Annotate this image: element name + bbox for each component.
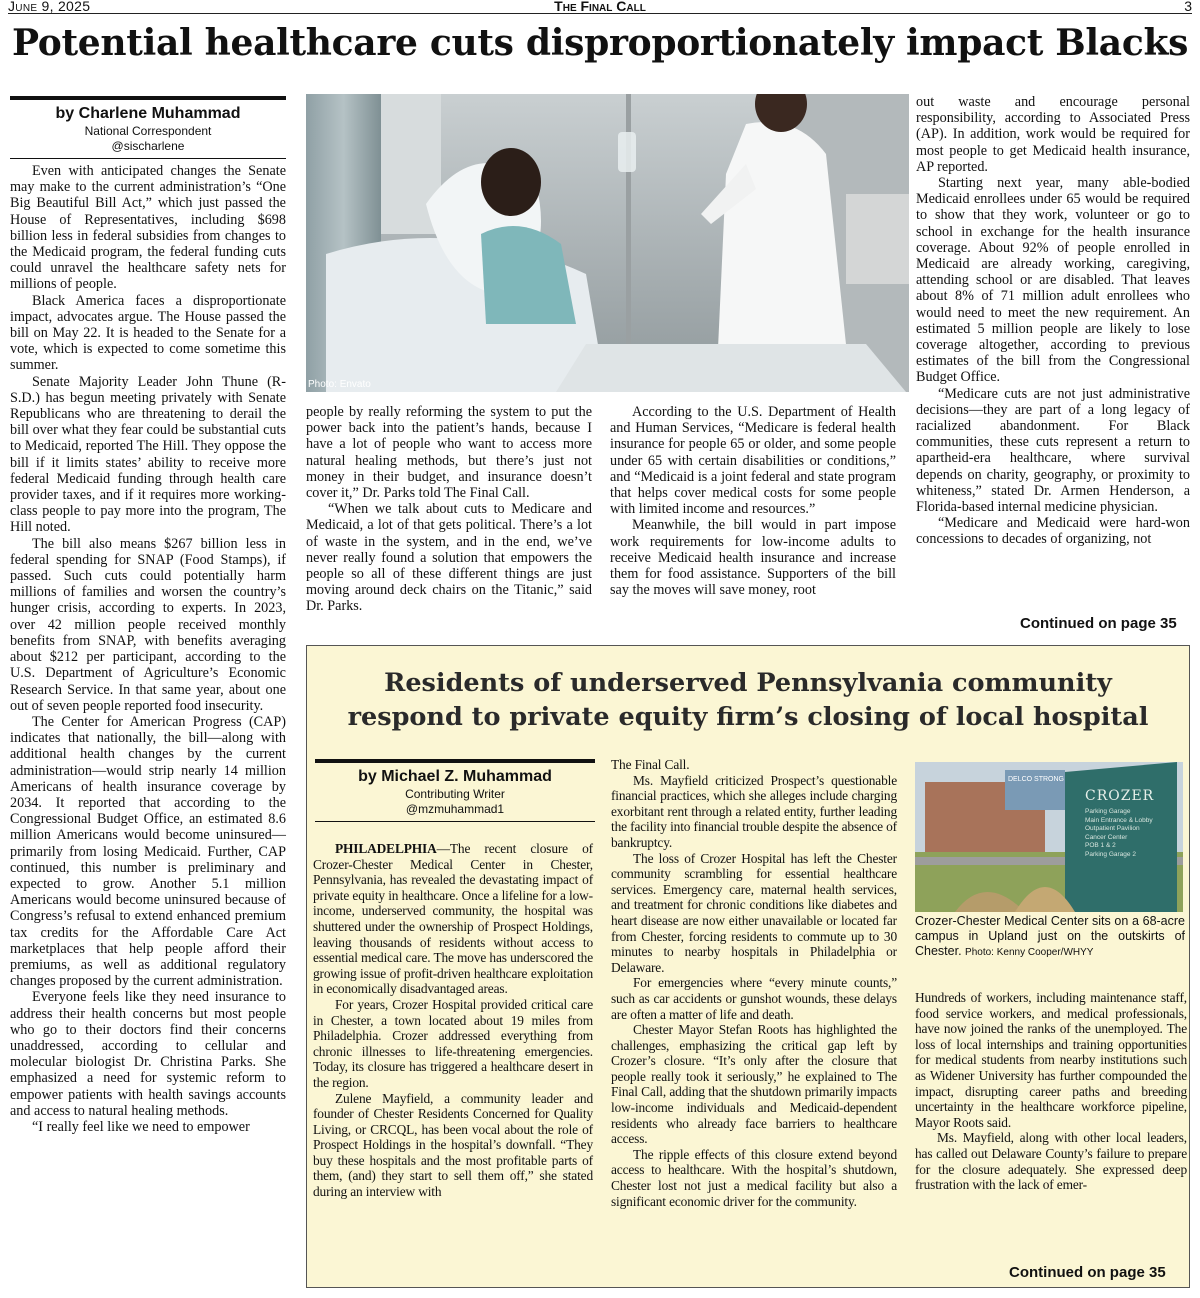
story2-column-2 [611, 757, 897, 1285]
caption-text: Crozer-Chester Medical Center sits on a 68-acre campus in Upland just on the outskirts of Chester. [915, 914, 1185, 958]
paragraph: Meanwhile, the bill would in part impose work requirements for low-income adults to receive Medicaid health insurance and increase them for food assistance. Supporters of the bill say the moves will save money, root [610, 517, 896, 599]
paragraph: Everyone feels like they need insurance to address their health concerns but most people who go to their doctors find their concerns unaddressed, according to cellular and molecular biologist Dr. Christina Parks. She emphasized a need for systemic reform to empower patients with health savings accounts and access to natural healing methods. [10, 989, 286, 1119]
story2-byline [315, 759, 595, 822]
story2-column-3 [915, 990, 1187, 1260]
hospital-photo-illustration [306, 94, 909, 392]
sign-item: Cancer Center [1085, 833, 1128, 841]
paragraph: According to the U.S. Department of Health and Human Services, “Medicare is federal health insurance for people 65 or older, and some people under 65 with certain disabilities or conditions,” and “Medicaid is a joint federal and state program that helps cover medical costs for some people with limited income and resources.” [610, 404, 896, 518]
story2-headline-line2: respond to private equity firm’s closing of local hospital [347, 702, 1149, 732]
story1-headline: Potential healthcare cuts disproportionately impact Blacks [11, 22, 1189, 64]
story1-byline [10, 96, 286, 159]
building-sign: DELCO STRONG [1007, 776, 1064, 783]
paragraph: The ripple effects of this closure extend beyond access to healthcare. With the hospital’s shutdown, Chester lost not just a medical facility but also a significant economic driver for the community. [611, 1146, 897, 1209]
hospital-photo [306, 94, 909, 392]
paragraph: “I really feel like we need to empower [32, 1118, 250, 1135]
paragraph: “Medicare and Medicaid were hard-won concessions to decades of organizing, not [916, 515, 1190, 548]
paragraph: The bill also means $267 billion less in federal spending for SNAP (Food Stamps), if passed. Such cuts could potentially harm millions of families and worsen the country’s hunger crisis, according to experts. In 2023, over 42 million people received monthly benefits from SNAP, with benefits averaging about $212 per participant, according to the U.S. Department of Agriculture’s Economic Research Service. In that same year, about one out of seven people reported food insecurity. [10, 535, 286, 714]
paragraph: people by really reforming the system to put the power back into the patient’s hands, because I have a lot of people who want to access more natural healing methods, but there’s just not money in their budget, and insurance doesn’t cover it,” Dr. Parks told The Final Call. [306, 404, 592, 502]
story1-column-3 [610, 404, 896, 640]
story2-headline-line1: Residents of underserved Pennsylvania community [384, 668, 1112, 698]
author-title: Contributing Writer [405, 787, 505, 801]
paragraph: Hundreds of workers, including maintenance staff, food service workers, and medical professionals, have now joined the ranks of the unemployed. The loss of local internships and training opportunities for medical students from nearby institutions such as Widener University has further compounded the impact, disrupting career paths and breeding uncertainty in the healthcare workforce pipeline, Mayor Roots said. [915, 990, 1187, 1130]
photo-credit: Photo: Envato [308, 379, 371, 390]
paragraph: Ms. Mayfield criticized Prospect’s questionable financial practices, which she alleges include charging exorbitant rent through a related entity, further leading the facility into financial trouble despite the absence of bankruptcy. [611, 772, 897, 850]
paragraph: Black America faces a disproportionate impact, advocates argue. The House passed the bill on May 22. It is headed to the Senate for a vote, which is expected to come sometime this summer. [10, 292, 286, 374]
paragraph: Chester Mayor Stefan Roots has highlighted the challenges, emphasizing the critical gap left by Crozer’s closure. “It’s only after the closure that people really took it seriously,” he explained to The Final Call, adding that the shutdown primarily impacts low-income individuals and Medicaid-dependent residents who already face barriers to healthcare access. [611, 1022, 897, 1147]
paragraph: Ms. Mayfield, along with other local leaders, has called out Delaware County’s failure to prepare for the closure adequately. She expressed deep frustration with the lack of emer- [915, 1130, 1187, 1193]
sign-item: POB 1 & 2 [1085, 842, 1116, 849]
paragraph: Zulene Mayfield, a community leader and founder of Chester Residents Concerned for Quality Living, or CRCQL, has been vocal about the role of Prospect Holdings in the hospital’s downfall. “They buy these hospitals and the most profitable parts of them, (and) they start to sell them off,” she stated during an interview with [313, 1090, 593, 1200]
author-name: by Michael Z. Muhammad [358, 768, 552, 785]
story1-continued-link[interactable]: Continued on page 35 [1020, 615, 1177, 632]
story2-continued-link[interactable]: Continued on page 35 [1009, 1264, 1166, 1281]
paragraph: out waste and encourage personal responsibility, according to Associated Press (AP). In addition, work would be required for most people to get Medicaid health insurance, AP reported. [916, 94, 1190, 175]
page-header [8, 0, 1192, 14]
story2-column-1 [313, 841, 593, 1281]
photo-credit: Photo: Kenny Cooper/WHYY [965, 947, 1094, 958]
paragraph: The Final Call. [611, 757, 690, 772]
page-number: 3 [1184, 0, 1192, 14]
author-handle: @mzmuhammad1 [405, 802, 505, 816]
paragraph: For emergencies where “every minute counts,” such as car accidents or gunshot wounds, these delays are often a matter of life and death. [611, 975, 897, 1022]
paragraph: —The recent closure of Crozer-Chester Medical Center in Chester, Pennsylvania, has revealed the devastating impact of private equity in healthcare. Once a lifeline for a low-income, underserved community, the hospital was shuttered under the ownership of Prospect Holdings, leaving thousands of residents without access to essential medical care. The move has underscored the growing issue of profit-driven healthcare exploitation in economically disadvantaged areas. [313, 841, 593, 997]
paragraph: For years, Crozer Hospital provided critical care in Chester, a town located about 19 miles from Philadelphia. Crozer addressed everything from chronic illnesses to life-threatening emergencies. Today, its closure has triggered a healthcare desert in the region. [313, 996, 593, 1090]
sign-item: Parking Garage [1085, 808, 1131, 815]
issue-date: June 9, 2025 [8, 0, 91, 14]
story2-headline [307, 666, 1189, 734]
author-name: by Charlene Muhammad [55, 105, 241, 122]
sign-name: CROZER [1085, 788, 1155, 804]
author-title: National Correspondent [84, 124, 212, 138]
paragraph: Senate Majority Leader John Thune (R-S.D.) has begun meeting privately with Senate Republicans who are threatening to derail the bill over what they fear could be substantial cuts to Medicaid, reported The Hill. They oppose the bill if it limits states’ ability to receive more federal Medicaid funding through health care provider taxes, and if it requires more working-class people to pay more into the program, The Hill noted. [10, 373, 286, 536]
sign-directory [1085, 808, 1175, 859]
story1-column-4 [916, 94, 1190, 614]
story1-column-2 [306, 404, 592, 640]
crozer-photo [915, 762, 1183, 912]
story2-box [306, 645, 1190, 1288]
author-handle: @sischarlene [111, 139, 185, 153]
paragraph: The loss of Crozer Hospital has left the Chester community scrambling for essential healthcare services. Emergency care, maternal health services, and treatment for chronic conditions like diabetes and heart disease are now either unavailable or located far from Chester, forcing residents to commute up to 30 minutes to nearby hospitals in Philadelphia or Delaware. [611, 850, 897, 975]
photo-caption [915, 914, 1185, 960]
story1-column-1 [10, 163, 286, 1293]
paragraph: Even with anticipated changes the Senate may make to the current administration’s “One Big Beautiful Bill Act,” which just passed the House of Representatives, including $698 billion less in federal subsidies from changes to the Medicaid program, the federal funding cuts could unravel the healthcare safety nets for millions of people. [10, 163, 286, 293]
sign-item: Outpatient Pavilion [1085, 825, 1140, 832]
paragraph: “Medicare cuts are not just administrative decisions—they are part of a long legacy of racialized abandonment. For Black communities, these cuts represent a return to apartheid-era healthcare, where survival depends on charity, geography, or proximity to whiteness,” stated Dr. Armen Henderson, a Florida-based internal medicine physician. [916, 385, 1190, 516]
sign-item: Main Entrance & Lobby [1085, 816, 1153, 824]
sign-item: Parking Garage 2 [1085, 850, 1136, 858]
paragraph: Starting next year, many able-bodied Medicaid enrollees under 65 would be required to show that they work, volunteer or go to school in exchange for the health insurance coverage. About 92% of people enrolled in Medicaid are already working, caregiving, attending school or are disabled. That leaves about 8% of 71 million adult enrollees who would need to meet the new requirement. An estimated 5 million people are likely to lose coverage altogether, according to previous estimates of the bill from the Congressional Budget Office. [916, 175, 1190, 386]
paragraph: “When we talk about cuts to Medicare and Medicaid, a lot of that gets political. There’s a lot of waste in the system, and in the end, we’ve never really found a solution that empowers the people so all of these different things are just moving around deck chairs on the Titanic,” said Dr. Parks. [306, 501, 592, 615]
dateline: PHILADELPHIA [335, 841, 437, 856]
newspaper-name: The Final Call [554, 0, 646, 14]
paragraph: The Center for American Progress (CAP) indicates that nationally, the bill—along with additional health changes by the current administration—would strip nearly 14 million Americans of health insurance coverage by 2034. It reported that according to the Congressional Budget Office, an estimated 8.6 million Americans would become uninsured—primarily from losing Medicaid. Further, CAP continued, this number is preliminary and expected to grow. Another 5.1 million Americans would become uninsured because of Congress’s refusal to extend enhanced premium tax credits for the Affordable Care Act marketplaces that help people afford their premiums, as well as additional regulatory changes proposed by the current administration. [10, 713, 286, 990]
